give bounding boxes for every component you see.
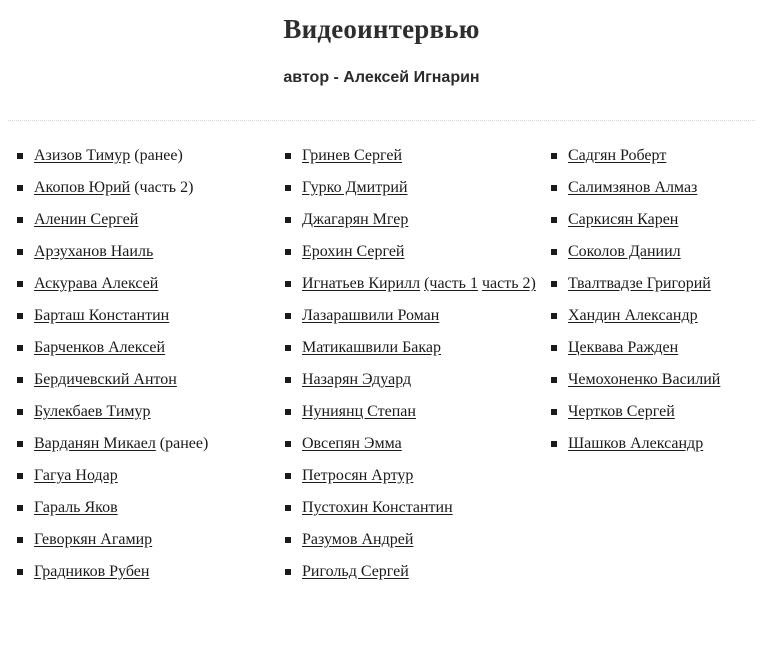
list-item [14,241,272,263]
list-item [282,561,544,583]
list-item [14,337,272,359]
list-item [282,241,544,263]
list-item [548,145,763,167]
interview-list-1 [14,145,272,583]
interview-list-2 [282,145,544,583]
interview-link[interactable]: Назарян Эдуард [302,371,412,388]
interview-link[interactable]: Игнатьев Кирилл [302,275,421,292]
interview-link[interactable]: Аленин Сергей [34,211,139,228]
list-item [282,145,544,167]
interview-link[interactable]: Джагарян Мгер [302,211,409,228]
column-1 [0,145,272,593]
list-item [14,561,272,583]
column-3 [544,145,763,593]
interview-link[interactable]: Арзуханов Наиль [34,243,154,260]
interview-link[interactable]: Ригольд Сергей [302,563,409,580]
interview-link[interactable]: Ерохин Сергей [302,243,405,260]
interview-link[interactable]: Геворкян Агамир [34,531,153,548]
interview-link[interactable]: Лазарашвили Роман [302,307,440,324]
list-item [282,177,544,199]
interview-list-3 [548,145,763,455]
interview-link[interactable]: Разумов Андрей [302,531,414,548]
list-item [14,145,272,167]
interview-link[interactable]: Овсепян Эмма [302,435,402,452]
list-item [14,369,272,391]
interview-link[interactable]: Барташ Константин [34,307,170,324]
interview-link[interactable]: Твалтвадзе Григорий [568,275,711,292]
interview-note: (ранее) [155,435,209,452]
interview-columns [0,121,763,593]
interview-link[interactable]: Барченков Алексей [34,339,166,356]
interview-note: (часть 2) [130,179,194,196]
list-item [282,337,544,359]
interview-link[interactable]: Акопов Юрий [34,179,131,196]
interview-link[interactable]: Цеквава Ражден [568,339,679,356]
list-item [548,273,763,295]
interview-link[interactable]: Азизов Тимур [34,147,131,164]
interview-part-link[interactable]: часть 2) [481,275,536,292]
interview-part-link[interactable]: (часть 1 [424,275,478,292]
list-item [282,273,544,295]
list-item [14,209,272,231]
list-item [548,241,763,263]
page-subtitle: автор - Алексей Игнарин [283,69,480,86]
list-item [14,305,272,327]
list-item [282,305,544,327]
list-item [14,273,272,295]
interview-link[interactable]: Саркисян Карен [568,211,679,228]
list-item [548,305,763,327]
interview-link[interactable]: Чертков Сергей [568,403,675,420]
list-item [282,497,544,519]
list-item [548,401,763,423]
list-item [282,401,544,423]
interview-link[interactable]: Гурко Дмитрий [302,179,408,196]
interview-link[interactable]: Гараль Яков [34,499,118,516]
column-2 [272,145,544,593]
interview-link[interactable]: Градников Рубен [34,563,150,580]
list-item [548,177,763,199]
list-item [282,465,544,487]
list-item [282,369,544,391]
interview-link[interactable]: Шашков Александр [568,435,704,452]
interview-link[interactable]: Гагуа Нодар [34,467,118,484]
interview-link[interactable]: Петросян Артур [302,467,414,484]
list-item [14,177,272,199]
list-item [548,337,763,359]
list-item [14,465,272,487]
interview-note: (ранее) [130,147,183,164]
interview-link[interactable]: Аскурава Алексей [34,275,159,292]
interview-link[interactable]: Гринев Сергей [302,147,403,164]
interview-link[interactable]: Булекбаев Тимур [34,403,151,420]
interview-link[interactable]: Садгян Роберт [568,147,667,164]
list-item [14,497,272,519]
list-item [282,209,544,231]
interview-link[interactable]: Бердичевский Антон [34,371,177,388]
interview-link[interactable]: Варданян Микаел [34,435,156,452]
interview-link[interactable]: Салимзянов Алмаз [568,179,698,196]
interview-link[interactable]: Нуниянц Степан [302,403,416,420]
list-item [14,529,272,551]
list-item [282,433,544,455]
interview-link[interactable]: Соколов Даниил [568,243,681,260]
list-item [14,433,272,455]
interview-link[interactable]: Хандин Александр [568,307,698,324]
interview-link[interactable]: Чемохоненко Василий [568,371,721,388]
list-item [548,209,763,231]
list-item [14,401,272,423]
list-item [548,369,763,391]
list-item [282,529,544,551]
interview-link[interactable]: Матикашвили Бакар [302,339,442,356]
list-item [548,433,763,455]
interview-link[interactable]: Пустохин Константин [302,499,453,516]
page-header [0,0,763,88]
page-title: Видеоинтервью [283,14,480,44]
